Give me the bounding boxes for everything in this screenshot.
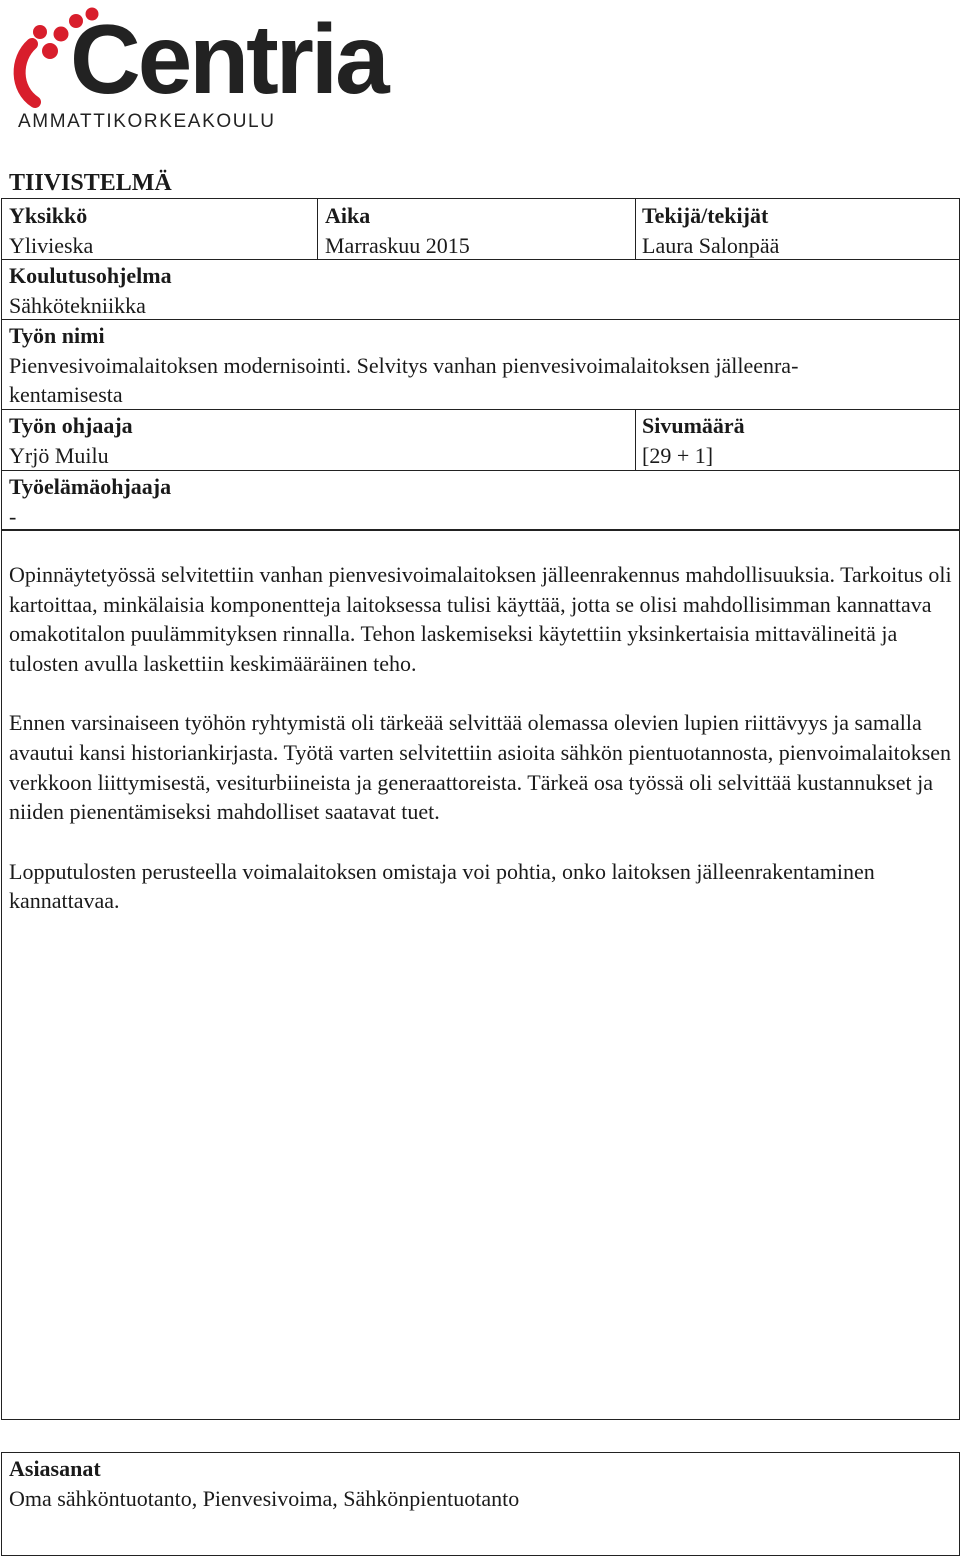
program-cell	[1, 261, 172, 320]
divider	[1, 259, 960, 260]
pages-value: [29 + 1]	[642, 442, 714, 468]
pages-label: Sivumäärä	[642, 413, 745, 438]
author-cell	[634, 201, 779, 260]
work-title-cell	[1, 321, 956, 410]
supervisor-label: Työn ohjaaja	[9, 413, 133, 438]
pages-cell	[634, 411, 745, 470]
work-supervisor-cell	[1, 472, 171, 531]
work-title-label: Työn nimi	[9, 323, 105, 348]
work-title-line-1: Pienvesivoimalaitoksen modernisointi. Selvitys vanhan pienvesivoimalaitoksen jälleenra-	[9, 352, 799, 378]
centria-logo	[10, 4, 390, 134]
unit-cell	[1, 201, 93, 260]
date-label: Aika	[325, 203, 371, 228]
abstract-paragraph: Ennen varsinaiseen työhön ryhtymistä oli tärkeää selvittää olemassa olevien lupien riittävyys ja samalla avautui kansi historiankirjasta. Työtä varten selvitettiin asioita sähkön pientuotannosta, pienvoimalaitoksen verkkoon liittymisestä, vesiturbiineista ja generaattoreista. Tärkeä osa työssä oli selvittää kustannukset ja niiden pienentämiseksi mahdolliset saatavat tuet.	[9, 710, 952, 825]
date-value: Marraskuu 2015	[325, 232, 470, 258]
logo-subtitle: AMMATTIKORKEAKOULU	[18, 111, 276, 132]
author-value: Laura Salonpää	[642, 232, 780, 258]
abstract-paragraph: Opinnäytetyössä selvitettiin vanhan pienvesivoimalaitoksen jälleenrakennus mahdollisuuksia. Tarkoitus oli kartoittaa, minkälaisia komponentteja laitoksessa tulisi käyttää, jotta se olisi mahdollisimman kannattava omakotitalon puulämmityksen rinnalla. Tehon laskemiseksi käytettiin yksinkertaisia mittavälineitä ja tulosten avulla laskettiin keskimääräinen teho.	[9, 562, 952, 677]
work-supervisor-value: -	[9, 503, 17, 529]
keywords-value: Oma sähköntuotanto, Pienvesivoima, Sähkönpientuotanto	[9, 1485, 520, 1511]
program-label: Koulutusohjelma	[9, 263, 172, 288]
work-supervisor-label: Työelämäohjaaja	[9, 474, 172, 499]
program-value: Sähkötekniikka	[9, 292, 146, 318]
unit-value: Ylivieska	[9, 232, 94, 258]
supervisor-value: Yrjö Muilu	[9, 442, 109, 468]
work-title-line-2: kentamisesta	[9, 382, 123, 407]
page-title: TIIVISTELMÄ	[9, 170, 172, 196]
divider	[1, 470, 960, 471]
author-label: Tekijä/tekijät	[642, 203, 769, 228]
unit-label: Yksikkö	[9, 203, 88, 228]
date-cell	[317, 201, 470, 260]
keywords-label: Asiasanat	[9, 1456, 101, 1481]
keywords-cell	[9, 1454, 519, 1513]
supervisor-cell	[1, 411, 133, 470]
abstract-text	[9, 560, 954, 946]
abstract-paragraph: Lopputulosten perusteella voimalaitoksen omistaja voi pohtia, onko laitoksen jälleenrakentaminen kannattavaa.	[9, 858, 875, 914]
logo-wordmark: Centria	[70, 4, 387, 114]
